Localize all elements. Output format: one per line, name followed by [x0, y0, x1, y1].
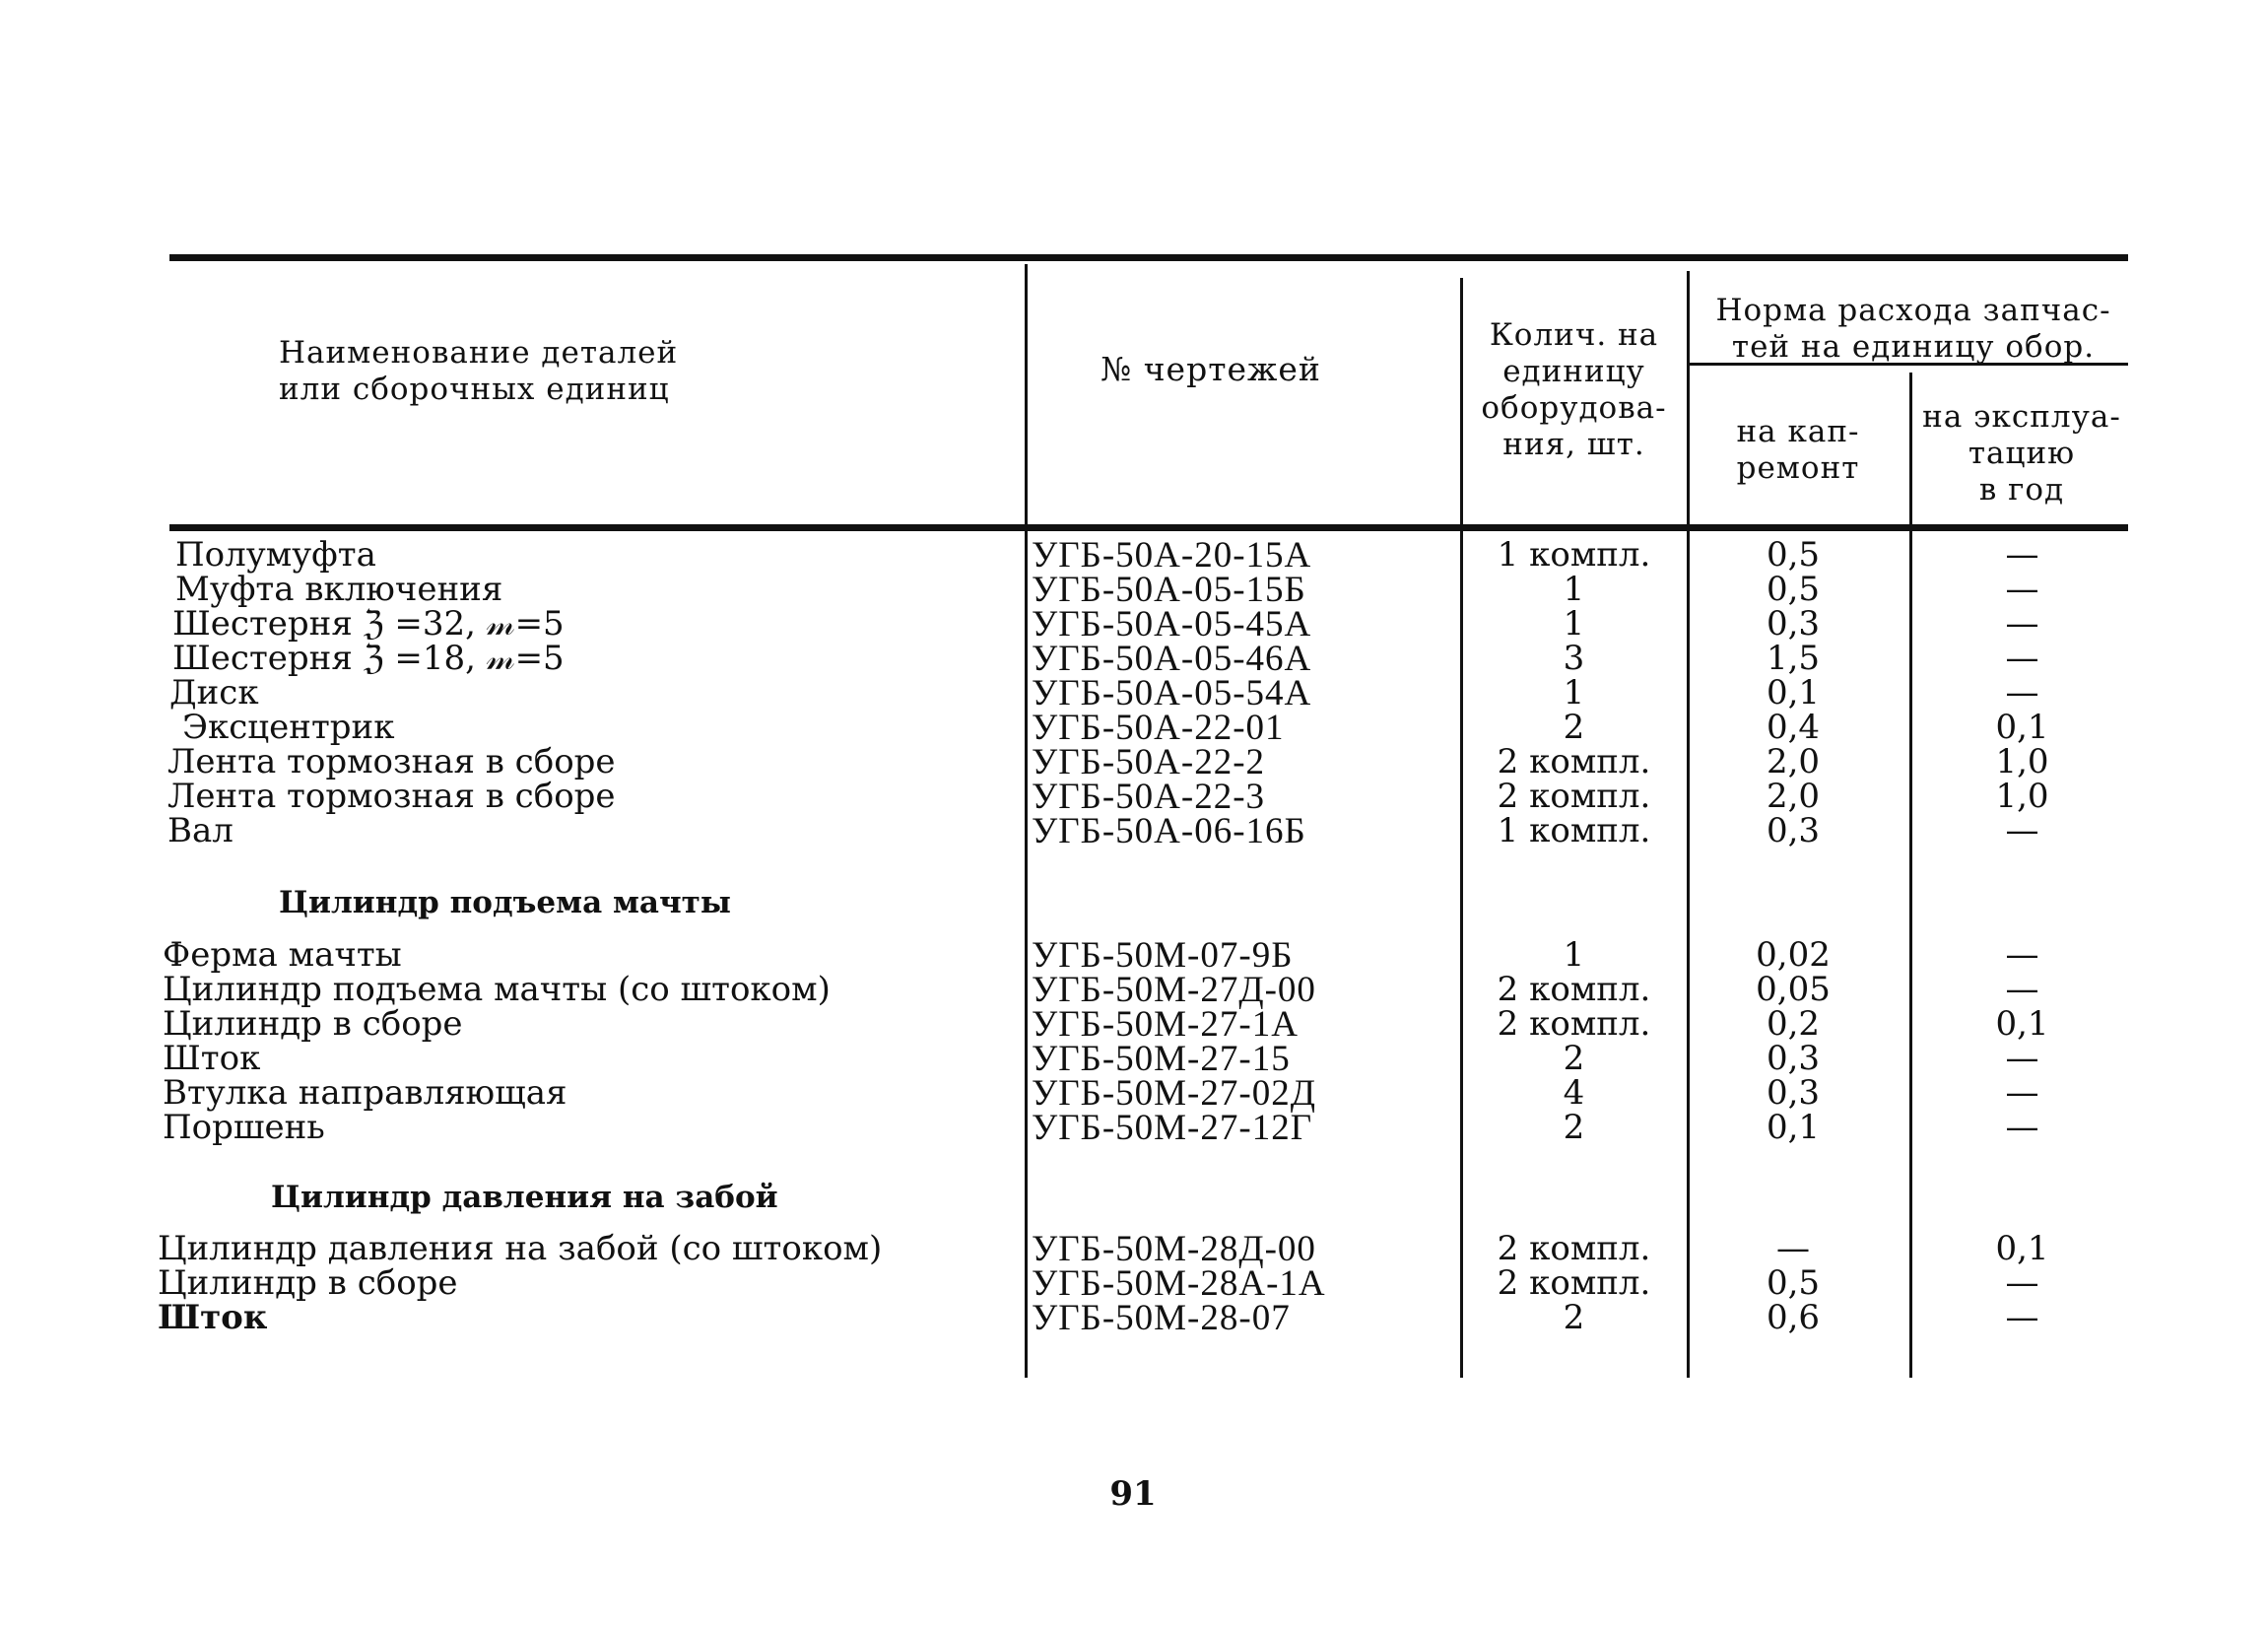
row-exploit: —: [2005, 1298, 2039, 1337]
row-name: Шестерня ℨ =32, 𝓂=5: [172, 604, 565, 644]
top-rule: [169, 254, 2128, 261]
row-code: УГБ-50М-27Д-00: [1032, 970, 1316, 1010]
row-name: Цилиндр давления на забой (со штоком): [158, 1229, 883, 1268]
table-row: [0, 604, 2268, 645]
row-code: УГБ-50А-05-46А: [1032, 639, 1312, 679]
row-code: УГБ-50М-07-9Б: [1032, 935, 1294, 976]
header-norm-col: [1697, 293, 2130, 366]
row-code: УГБ-50А-22-2: [1032, 742, 1266, 782]
row-qty: 2: [1563, 1039, 1585, 1078]
row-repair: 0,05: [1756, 970, 1831, 1009]
row-exploit: —: [2005, 673, 2039, 713]
row-name: Шток: [158, 1298, 268, 1337]
header-qty-line-2: единицу: [1502, 354, 1645, 389]
row-repair: 0,5: [1766, 1263, 1821, 1303]
table-row: [0, 639, 2268, 679]
row-exploit: —: [2005, 1039, 2039, 1078]
row-repair: 0,02: [1756, 935, 1831, 975]
row-code: УГБ-50А-20-15А: [1032, 535, 1312, 576]
row-exploit: —: [2005, 570, 2039, 609]
row-name: Шток: [163, 1039, 261, 1078]
header-exploit-line-2: тацию: [1968, 436, 2076, 471]
header-exploit-line-1: на эксплуа-: [1922, 399, 2121, 435]
table-row: [0, 777, 2268, 817]
row-exploit: —: [2005, 1073, 2039, 1113]
row-code: УГБ-50М-28Д-00: [1032, 1229, 1316, 1269]
row-qty: 3: [1563, 639, 1585, 678]
row-code: УГБ-50А-22-3: [1032, 777, 1266, 817]
row-qty: 1 компл.: [1497, 811, 1651, 850]
row-code: УГБ-50А-06-16Б: [1032, 811, 1306, 851]
row-name: Муфта включения: [175, 570, 503, 609]
section-title-mast-cylinder: Цилиндр подъема мачты: [279, 885, 731, 920]
row-qty: 1: [1563, 604, 1585, 644]
header-drawing-col: № чертежей: [1101, 350, 1321, 388]
header-bottom-rule: [169, 524, 2128, 531]
row-name: Цилиндр подъема мачты (со штоком): [163, 970, 831, 1009]
page-number: 91: [1109, 1474, 1157, 1514]
row-name: Шестерня ℨ =18, 𝓂=5: [172, 639, 565, 678]
row-repair: 0,3: [1766, 1073, 1821, 1113]
table-row: [0, 1298, 2268, 1338]
header-norm-line-1: Норма расхода запчас-: [1715, 293, 2111, 328]
header-norm-line-2: тей на единицу обор.: [1731, 329, 2096, 365]
row-exploit: —: [2005, 639, 2039, 678]
row-name: Эксцентрик: [182, 708, 395, 747]
header-repair-line-2: ремонт: [1736, 450, 1860, 486]
row-repair: 0,6: [1766, 1298, 1821, 1337]
table-row: [0, 1229, 2268, 1269]
row-qty: 4: [1563, 1073, 1585, 1113]
table-row: [0, 970, 2268, 1010]
row-qty: 1: [1563, 673, 1585, 713]
table-row: [0, 1073, 2268, 1114]
row-code: УГБ-50М-27-12Г: [1032, 1108, 1313, 1148]
row-qty: 2 компл.: [1497, 742, 1651, 781]
row-qty: 1 компл.: [1497, 535, 1651, 575]
row-code: УГБ-50А-05-54А: [1032, 673, 1312, 713]
row-code: УГБ-50М-28А-1А: [1032, 1263, 1326, 1304]
row-repair: 0,4: [1766, 708, 1821, 747]
header-qty-line-3: оборудова-: [1481, 390, 1667, 426]
table-row: [0, 570, 2268, 610]
row-repair: 0,3: [1766, 604, 1821, 644]
row-name: Вал: [167, 811, 233, 850]
row-qty: 2: [1563, 708, 1585, 747]
row-name: Цилиндр в сборе: [158, 1263, 458, 1303]
table-row: [0, 1004, 2268, 1045]
row-qty: 2 компл.: [1497, 777, 1651, 816]
row-repair: 1,5: [1766, 639, 1821, 678]
table-row: [0, 742, 2268, 782]
header-repair-col: [1695, 414, 1901, 487]
row-repair: 2,0: [1766, 777, 1821, 816]
table-row: [0, 1263, 2268, 1304]
row-exploit: —: [2005, 935, 2039, 975]
table-row: [0, 1108, 2268, 1148]
row-exploit: —: [2005, 604, 2039, 644]
table-row: [0, 811, 2268, 851]
row-name: Втулка направляющая: [163, 1073, 567, 1113]
row-repair: 0,5: [1766, 570, 1821, 609]
row-name: Лента тормозная в сборе: [167, 742, 616, 781]
row-repair: 2,0: [1766, 742, 1821, 781]
row-exploit: —: [2005, 1108, 2039, 1147]
table-row: [0, 935, 2268, 976]
table-row: [0, 535, 2268, 576]
row-name: Диск: [169, 673, 259, 713]
table-row: [0, 708, 2268, 748]
row-repair: 0,1: [1766, 1108, 1821, 1147]
row-repair: —: [1776, 1229, 1810, 1268]
header-exploit-line-3: в год: [1978, 472, 2065, 508]
row-repair: 0,1: [1766, 673, 1821, 713]
row-qty: 2: [1563, 1298, 1585, 1337]
row-exploit: 1,0: [1995, 777, 2049, 816]
row-exploit: 1,0: [1995, 742, 2049, 781]
row-repair: 0,3: [1766, 811, 1821, 850]
row-name: Поршень: [163, 1108, 325, 1147]
row-code: УГБ-50А-05-15Б: [1032, 570, 1306, 610]
row-name: Лента тормозная в сборе: [167, 777, 616, 816]
row-exploit: 0,1: [1995, 1229, 2049, 1268]
row-code: УГБ-50М-28-07: [1032, 1298, 1291, 1338]
row-code: УГБ-50М-27-15: [1032, 1039, 1291, 1079]
row-qty: 2 компл.: [1497, 970, 1651, 1009]
row-qty: 2: [1563, 1108, 1585, 1147]
row-exploit: 0,1: [1995, 1004, 2049, 1044]
row-repair: 0,3: [1766, 1039, 1821, 1078]
row-exploit: —: [2005, 1263, 2039, 1303]
header-qty-line-4: ния, шт.: [1502, 427, 1645, 462]
header-name-line-1: Наименование деталей: [279, 335, 679, 371]
row-name: Ферма мачты: [163, 935, 402, 975]
header-qty-col: [1468, 317, 1680, 463]
row-exploit: —: [2005, 535, 2039, 575]
row-exploit: —: [2005, 970, 2039, 1009]
row-exploit: —: [2005, 811, 2039, 850]
row-qty: 1: [1563, 935, 1585, 975]
row-qty: 2 компл.: [1497, 1229, 1651, 1268]
col-divider-4: [1909, 373, 1912, 1378]
row-code: УГБ-50М-27-02Д: [1032, 1073, 1316, 1114]
row-qty: 1: [1563, 570, 1585, 609]
row-qty: 2 компл.: [1497, 1004, 1651, 1044]
header-qty-line-1: Колич. на: [1489, 317, 1659, 353]
header-repair-line-1: на кап-: [1736, 414, 1860, 449]
row-code: УГБ-50А-05-45А: [1032, 604, 1312, 645]
row-exploit: 0,1: [1995, 708, 2049, 747]
row-repair: 0,2: [1766, 1004, 1821, 1044]
header-name-col: [279, 335, 678, 408]
row-qty: 2 компл.: [1497, 1263, 1651, 1303]
row-name: Цилиндр в сборе: [163, 1004, 463, 1044]
header-exploit-col: [1913, 399, 2130, 509]
row-repair: 0,5: [1766, 535, 1821, 575]
row-code: УГБ-50М-27-1А: [1032, 1004, 1299, 1045]
row-code: УГБ-50А-22-01: [1032, 708, 1285, 748]
table-row: [0, 673, 2268, 713]
header-name-line-2: или сборочных единиц: [279, 372, 670, 407]
table-row: [0, 1039, 2268, 1079]
section-title-pressure-cylinder: Цилиндр давления на забой: [271, 1180, 778, 1215]
row-name: Полумуфта: [175, 535, 376, 575]
